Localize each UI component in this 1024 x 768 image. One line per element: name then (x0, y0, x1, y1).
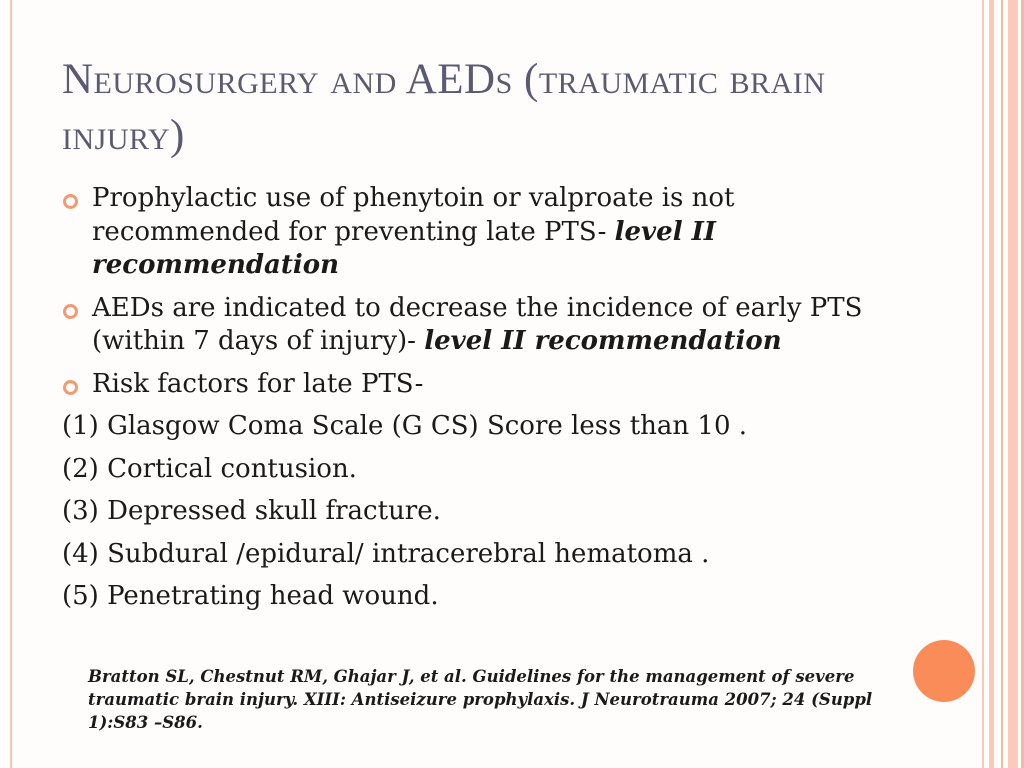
ring-bullet-icon (63, 380, 78, 395)
stripe (982, 0, 984, 768)
risk-factor-list (62, 410, 882, 614)
bullet-text: AEDs are indicated to decrease the incidence of early PTS (within 7 days of injury)- (92, 292, 863, 356)
bullet-emphasis: level II recommendation (92, 216, 716, 280)
ring-bullet-icon (63, 194, 78, 209)
reference-citation: Bratton SL, Chestnut RM, Ghajar J, et al. Guidelines for the management of severe traumatic brain injury. XIII: Antiseizure prophylaxis. J Neurotrauma 2007; 24 (Suppl 1):S83 –S86. (88, 667, 873, 732)
ring-bullet-icon (63, 304, 78, 319)
bullet-item (62, 368, 882, 402)
stripe (989, 0, 994, 768)
stripe (1001, 0, 1003, 768)
bullet-item (62, 182, 882, 283)
decorative-stripes (978, 0, 1024, 768)
stripe (1008, 0, 1018, 768)
risk-factor-item: (4) Subdural /epidural/ intracerebral hematoma . (62, 538, 710, 569)
risk-factor-item: (5) Penetrating head wound. (62, 581, 439, 611)
risk-factor-item: (3) Depressed skull fracture. (62, 496, 441, 526)
risk-factor-item: (2) Cortical contusion. (62, 453, 357, 484)
bullet-text: Risk factors for late PTS- (92, 368, 424, 399)
bullet-text: Prophylactic use of phenytoin or valproate is not recommended for preventing late PTS- (92, 183, 735, 247)
bullet-item (62, 292, 882, 359)
slide-title: Neurosurgery and AEDs (traumatic brain injury) (62, 56, 826, 159)
slide-content (62, 182, 882, 623)
bullet-emphasis: level II recommendation (424, 326, 782, 356)
left-frame-line (10, 0, 12, 768)
bullet-list (62, 182, 882, 401)
decorative-circle (913, 640, 975, 702)
risk-factor-item: (1) Glasgow Coma Scale (G CS) Score less than 10 . (62, 411, 748, 441)
